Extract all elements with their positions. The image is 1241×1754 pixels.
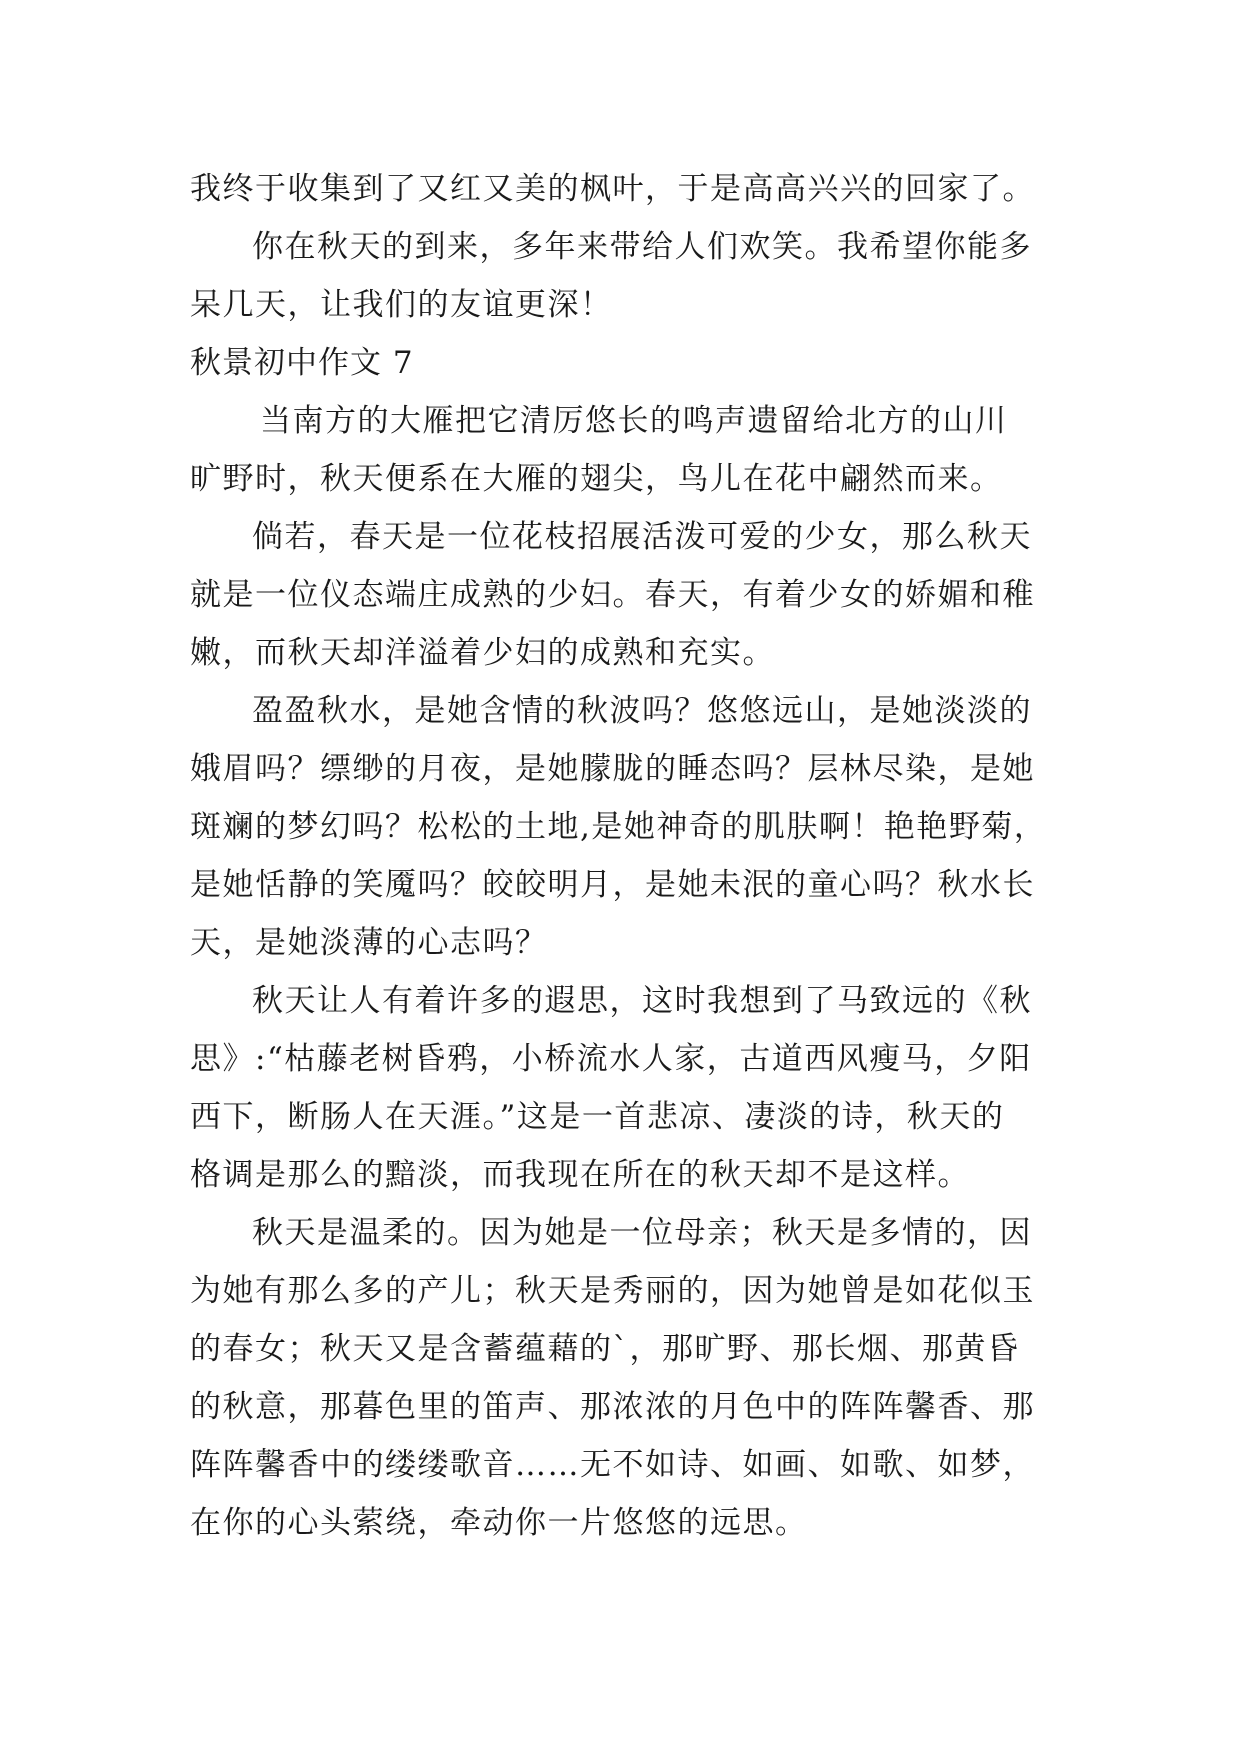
text-line: 的春女；秋天又是含蓄蕴藉的`，那旷野、那长烟、那黄昏 — [190, 1331, 1020, 1367]
paragraph-start-line: 当南方的大雁把它清厉悠长的鸣声遗留给北方的山川 — [260, 403, 1008, 439]
text-line: 为她有那么多的产儿；秋天是秀丽的，因为她曾是如花似玉 — [190, 1273, 1035, 1309]
text-line: 在你的心头萦绕，牵动你一片悠悠的远思。 — [190, 1505, 808, 1541]
paragraph-start-line: 秋天让人有着许多的遐思，这时我想到了马致远的《秋 — [252, 983, 1032, 1019]
text-line: 格调是那么的黯淡，而我现在所在的秋天却不是这样。 — [190, 1157, 970, 1193]
text-line: 呆几天，让我们的友谊更深！ — [190, 287, 613, 323]
text-line: 我终于收集到了又红又美的枫叶，于是高高兴兴的回家了。 — [190, 171, 1035, 207]
text-line: 天，是她淡薄的心志吗？ — [190, 925, 548, 961]
paragraph-start-line: 你在秋天的到来，多年来带给人们欢笑。我希望你能多 — [252, 229, 1032, 265]
paragraph-start-line: 秋天是温柔的。因为她是一位母亲；秋天是多情的，因 — [252, 1215, 1032, 1251]
paragraph-start-line: 倘若，春天是一位花枝招展活泼可爱的少女，那么秋天 — [252, 519, 1032, 555]
text-line: 的秋意，那暮色里的笛声、那浓浓的月色中的阵阵馨香、那 — [190, 1389, 1035, 1425]
text-line: 西下，断肠人在天涯。”这是一首悲凉、凄淡的诗，秋天的 — [190, 1099, 1005, 1135]
text-line: 嫩，而秋天却洋溢着少妇的成熟和充实。 — [190, 635, 775, 671]
document-body — [190, 160, 1070, 1552]
text-line: 思》:“枯藤老树昏鸦，小桥流水人家，古道西风瘦马，夕阳 — [190, 1041, 1032, 1077]
text-line: 斑斓的梦幻吗？松松的土地,是她神奇的肌肤啊！艳艳野菊， — [190, 809, 1047, 845]
text-line: 是她恬静的笑魇吗？皎皎明月，是她未泯的童心吗？秋水长 — [190, 867, 1035, 903]
text-line: 就是一位仪态端庄成熟的少妇。春天，有着少女的娇媚和稚 — [190, 577, 1035, 613]
paragraph-start-line: 盈盈秋水，是她含情的秋波吗？悠悠远山，是她淡淡的 — [252, 693, 1032, 729]
text-line: 旷野时，秋天便系在大雁的翅尖，鸟儿在花中翩然而来。 — [190, 461, 1003, 497]
text-line: 娥眉吗？缥缈的月夜，是她朦胧的睡态吗？层林尽染，是她 — [190, 751, 1035, 787]
section-heading: 秋景初中作文 7 — [190, 345, 414, 381]
text-line: 阵阵馨香中的缕缕歌音……无不如诗、如画、如歌、如梦， — [190, 1447, 1035, 1483]
